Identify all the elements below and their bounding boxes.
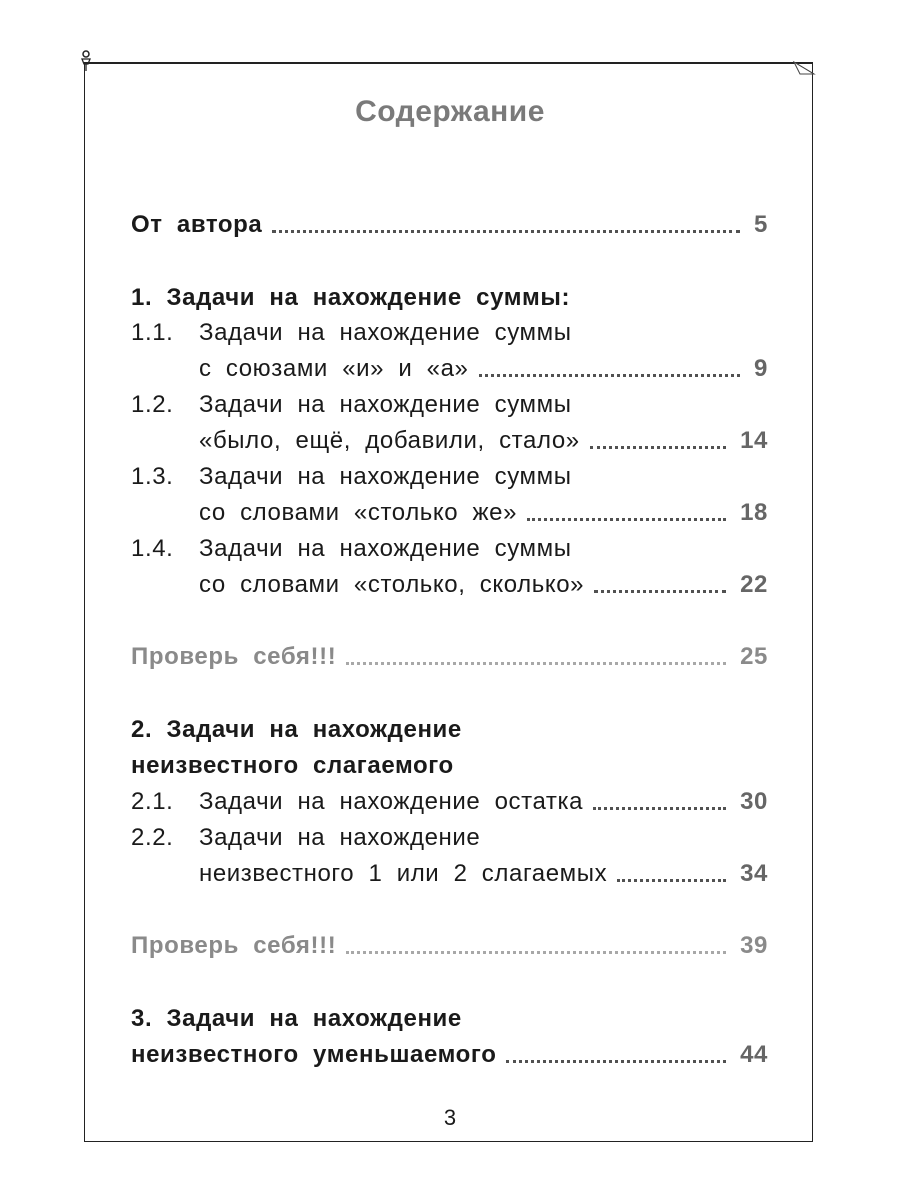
toc-entry (131, 748, 768, 784)
toc-entry (131, 567, 768, 603)
toc-entry (131, 387, 768, 423)
toc-entry-title: Задачи на нахождение суммы (199, 391, 572, 418)
pin-icon (80, 50, 92, 72)
toc-entry-page: 22 (740, 571, 768, 598)
toc-entry-page: 25 (740, 643, 768, 670)
toc-entry-page: 9 (754, 355, 768, 382)
toc-entry-title: Проверь себя!!! (131, 643, 337, 670)
toc-entry-title: Проверь себя!!! (131, 932, 337, 959)
toc-entry-title: неизвестного 1 или 2 слагаемых (199, 860, 608, 887)
toc-entry-title: От автора (131, 211, 263, 238)
toc-entry (131, 351, 768, 387)
dot-leader (506, 1060, 726, 1063)
dot-leader (346, 951, 726, 954)
toc-entry-number: 1.1. (131, 319, 174, 346)
dot-leader (527, 518, 726, 521)
toc-entry-page: 14 (740, 427, 768, 454)
toc-entry-title: «было, ещё, добавили, стало» (199, 427, 580, 454)
toc-entry (131, 495, 768, 531)
toc-entry (131, 280, 768, 316)
toc-entry (131, 712, 768, 748)
toc-entry (131, 1037, 768, 1073)
toc-entry-title: Задачи на нахождение (199, 824, 481, 851)
toc-entry-page: 18 (740, 499, 768, 526)
dot-leader (479, 374, 741, 377)
toc-entry-title: Задачи на нахождение остатка (199, 788, 584, 815)
page-curl-icon (790, 60, 816, 84)
toc-entry-title: 3. Задачи на нахождение (131, 1005, 462, 1032)
toc-entry (131, 1001, 768, 1037)
toc-entry-page: 44 (740, 1041, 768, 1068)
dot-leader (594, 590, 726, 593)
toc-entry-title: неизвестного слагаемого (131, 752, 454, 779)
toc-entry (131, 856, 768, 892)
toc-entry-title: 2. Задачи на нахождение (131, 716, 462, 743)
dot-leader (590, 446, 726, 449)
dot-leader (593, 807, 726, 810)
toc-entry-number: 1.3. (131, 463, 174, 490)
toc-entry (131, 459, 768, 495)
toc-entry-title: со словами «столько же» (199, 499, 518, 526)
toc-entry-number: 2.1. (131, 788, 174, 815)
toc-entry-page: 30 (740, 788, 768, 815)
dot-leader (346, 662, 726, 665)
page-title: Содержание (355, 95, 545, 128)
toc-entry-title: 1. Задачи на нахождение суммы: (131, 284, 571, 311)
page-number: 3 (443, 1105, 457, 1130)
toc-entry-number: 1.2. (131, 391, 174, 418)
toc-entry-title: со словами «столько, сколько» (199, 571, 585, 598)
toc-entry (131, 784, 768, 820)
toc-entry-page: 34 (740, 860, 768, 887)
dot-leader (272, 230, 740, 233)
toc-entry-title: с союзами «и» и «а» (199, 355, 469, 382)
toc-entry-page: 5 (754, 211, 768, 238)
toc-entry (131, 928, 768, 964)
toc-entry-number: 1.4. (131, 535, 174, 562)
toc-entry (131, 639, 768, 675)
toc-entry (131, 423, 768, 459)
toc-entry (131, 820, 768, 856)
dot-leader (617, 879, 726, 882)
toc-entry (131, 315, 768, 351)
toc-entry-page: 39 (740, 932, 768, 959)
toc-entry (131, 207, 768, 243)
toc-entry (131, 531, 768, 567)
toc-entry-title: неизвестного уменьшаемого (131, 1041, 497, 1068)
toc-entry-title: Задачи на нахождение суммы (199, 463, 572, 490)
toc-entry-title: Задачи на нахождение суммы (199, 535, 572, 562)
toc-entry-title: Задачи на нахождение суммы (199, 319, 572, 346)
toc-entry-number: 2.2. (131, 824, 174, 851)
